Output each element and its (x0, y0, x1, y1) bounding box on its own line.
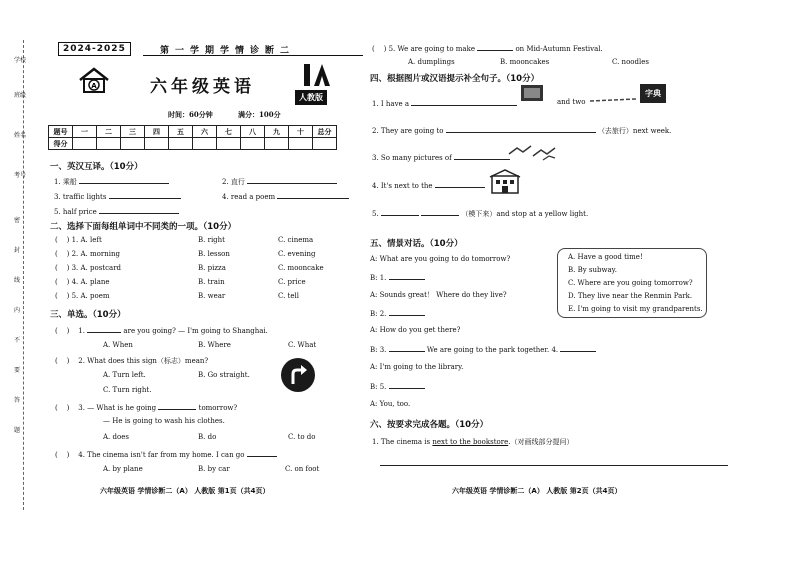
option-b: B. Go straight. (198, 371, 250, 379)
answer-blank[interactable] (389, 308, 425, 316)
score-cell: 三 (121, 126, 145, 138)
sec4-item-1: 1. I have a (372, 98, 517, 108)
dictionary-picture: 字典 (640, 84, 666, 103)
score-label: 满分：100分 (238, 110, 281, 119)
margin-label-4: 密 (14, 217, 21, 224)
section-1-title: 一、英汉互译。（10分） (50, 162, 143, 172)
score-cell: 四 (145, 126, 169, 138)
sec3-q3-line2: — He is going to wash his clothes. (103, 417, 225, 425)
svg-text:A: A (91, 82, 97, 90)
score-cell: 五 (169, 126, 193, 138)
sec4-item-2: 2. They are going to （去旅行）next week. (372, 127, 672, 135)
score-cell: 六 (193, 126, 217, 138)
margin-label-school: 学校 (14, 57, 27, 64)
answer-line[interactable] (380, 465, 728, 466)
answer-blank[interactable] (277, 191, 349, 199)
margin-label-9: 要 (14, 367, 21, 374)
sec4-item-3: 3. So many pictures of (372, 152, 510, 162)
option-b: B. Where (198, 341, 231, 349)
option-a: A. dumplings (408, 58, 455, 66)
answer-blank[interactable] (421, 208, 459, 216)
dialog-line: B: 5. (370, 381, 425, 391)
book-picture-icon (520, 84, 544, 104)
answer-blank[interactable] (435, 180, 485, 188)
score-input-cell[interactable] (121, 138, 145, 150)
section-6-title: 六、按要求完成各题。（10分） (370, 420, 489, 430)
score-cell: 二 (97, 126, 121, 138)
margin-label-number: 考号 (14, 172, 27, 179)
margin-label-name: 姓名 (14, 132, 27, 139)
year-badge: 2024-2025 (58, 42, 131, 56)
margin-label-7: 内 (14, 307, 21, 314)
building-picture-icon (488, 168, 522, 196)
score-input-row (49, 138, 337, 150)
answer-blank[interactable] (389, 272, 425, 280)
answer-blank[interactable] (99, 206, 179, 214)
sec2-row: ( ) 2. A. morning (55, 250, 120, 258)
sec4-item-1-post: and two (557, 98, 586, 106)
option-b: B. train (198, 278, 225, 286)
option-b: B. do (198, 433, 217, 441)
answer-blank[interactable] (446, 125, 596, 133)
sec1-item-2: 2. 直行 (222, 176, 337, 187)
margin-label-6: 线 (14, 277, 21, 284)
score-input-cell[interactable] (73, 138, 97, 150)
score-input-cell[interactable] (145, 138, 169, 150)
sec6-q1: 1. The cinema is next to the bookstore.（对画线部分提问） (372, 438, 574, 446)
sec4-item-5: 5. （模下来）and stop at a yellow light. (372, 210, 589, 218)
dialog-option: C. Where are you going tomorrow? (568, 279, 693, 287)
dialog-line: A: How do you get there? (370, 326, 461, 334)
option-b: B. pizza (198, 264, 226, 272)
answer-blank[interactable] (247, 449, 277, 457)
time-label: 时间：60分钟 (168, 110, 213, 119)
answer-blank[interactable] (411, 98, 517, 106)
edition-badge: 人教版 (295, 90, 327, 105)
score-table (48, 125, 337, 150)
option-a: A. by plane (103, 465, 143, 473)
dialog-line: A: Sounds great！ Where do they live? (370, 291, 507, 299)
header-title: 第一学期学情诊断二 (160, 46, 296, 56)
option-c: C. evening (278, 250, 316, 258)
option-c: C. What (288, 341, 317, 349)
q5: ( ) 5. We are going to make on Mid-Autumn Festival. (372, 45, 603, 53)
sec4-item-4: 4. It's next to the (372, 180, 485, 190)
option-a: A. does (103, 433, 129, 441)
score-input-cell[interactable] (193, 138, 217, 150)
answer-blank[interactable] (79, 176, 169, 184)
answer-blank[interactable] (381, 208, 419, 216)
turn-right-sign-icon (280, 357, 316, 395)
score-cell: 十 (289, 126, 313, 138)
answer-blank[interactable] (389, 344, 425, 352)
sec2-row: ( ) 4. A. plane (55, 278, 110, 286)
option-c: C. Turn right. (103, 386, 152, 394)
sec2-row: ( ) 1. A. left (55, 236, 102, 244)
house-logo-icon (76, 66, 112, 96)
score-input-cell[interactable] (289, 138, 313, 150)
answer-blank[interactable] (247, 176, 337, 184)
score-cell: 一 (73, 126, 97, 138)
sec3-q1: ( ) 1. are you going? — I'm going to Shanghai. (55, 327, 268, 335)
score-cell: 题号 (49, 126, 73, 138)
option-a: A. Turn left. (103, 371, 146, 379)
option-c: C. tell (278, 292, 299, 300)
option-c: C. on foot (285, 465, 320, 473)
option-b: B. right (198, 236, 225, 244)
score-input-cell[interactable] (241, 138, 265, 150)
option-c: C. cinema (278, 236, 314, 244)
score-input-cell[interactable] (217, 138, 241, 150)
sec2-row: ( ) 3. A. postcard (55, 264, 122, 272)
option-b: B. wear (198, 292, 226, 300)
dialog-line: B: 2. (370, 308, 425, 318)
section-5-title: 五、情景对话。（10分） (370, 239, 463, 249)
section-4-title: 四、根据图片或汉语提示补全句子。（10分） (370, 74, 540, 84)
option-c: C. mooncake (278, 264, 324, 272)
header-rule (143, 55, 363, 56)
margin-label-8: 不 (14, 337, 21, 344)
sec1-item-5: 5. half price (54, 206, 179, 216)
answer-blank[interactable] (87, 325, 121, 333)
answer-blank[interactable] (560, 344, 596, 352)
margin-label-class: 班级 (14, 92, 27, 99)
pencils-picture-icon (588, 93, 638, 107)
sec1-item-4: 4. read a poem (222, 191, 349, 201)
score-cell: 八 (241, 126, 265, 138)
section-2-title: 二、选择下面每组单词中不同类的一项。（10分） (50, 222, 237, 232)
left-footer: 六年级英语 学情诊断二（A） 人教版 第1页（共4页） (100, 487, 270, 495)
publisher-logo-icon (300, 60, 332, 92)
main-title: 六年级英语 (150, 77, 255, 97)
dialog-line: A: You, too. (370, 400, 411, 408)
score-input-cell[interactable] (169, 138, 193, 150)
sec3-q4: ( ) 4. The cinema isn't far from my home. I can go (55, 449, 277, 459)
answer-blank[interactable] (477, 43, 513, 51)
dialog-line: A: I'm going to the library. (370, 363, 464, 371)
right-footer: 六年级英语 学情诊断二（A） 人教版 第2页（共4页） (452, 487, 622, 495)
birds-picture-icon (505, 140, 565, 164)
section-3-title: 三、单选。（10分） (50, 310, 126, 320)
option-c: C. noodles (612, 58, 649, 66)
answer-blank[interactable] (389, 381, 425, 389)
answer-blank[interactable] (109, 191, 181, 199)
option-b: B. mooncakes (500, 58, 550, 66)
option-c: C. price (278, 278, 306, 286)
underlined-phrase: next to the bookstore (432, 438, 509, 446)
sec3-q2: ( ) 2. What does this sign（标志）mean? (55, 357, 209, 365)
score-input-cell[interactable] (97, 138, 121, 150)
option-a: A. When (103, 341, 133, 349)
dialog-option: D. They live near the Renmin Park. (568, 292, 693, 300)
score-header-row (49, 126, 337, 138)
sec2-row: ( ) 5. A. poem (55, 292, 110, 300)
score-cell: 总分 (313, 126, 337, 138)
answer-blank[interactable] (158, 402, 196, 410)
dialog-line: B: 1. (370, 272, 425, 282)
sec1-item-1: 1. 乘船 (54, 176, 169, 187)
sec3-q3: ( ) 3. — What is he going tomorrow? (55, 404, 238, 412)
score-row-label: 得分 (49, 138, 73, 150)
score-cell: 九 (265, 126, 289, 138)
margin-label-10: 答 (14, 397, 21, 404)
score-input-cell[interactable] (313, 138, 337, 150)
dialog-line: B: 3. We are going to the park together. 4. (370, 344, 596, 354)
option-b: B. lesson (198, 250, 230, 258)
dialog-option: E. I'm going to visit my grandparents. (568, 305, 703, 313)
sec1-item-3: 3. traffic lights (54, 191, 181, 201)
option-c: C. to do (288, 433, 316, 441)
binding-line (23, 40, 24, 510)
dialog-option: B. By subway. (568, 266, 617, 274)
dialog-line: A: What are you going to do tomorrow? (370, 255, 511, 263)
score-input-cell[interactable] (265, 138, 289, 150)
score-cell: 七 (217, 126, 241, 138)
margin-label-5: 封 (14, 247, 21, 254)
answer-blank[interactable] (454, 152, 510, 160)
dialog-option: A. Have a good time! (568, 253, 643, 261)
margin-label-11: 题 (14, 427, 21, 434)
option-b: B. by car (198, 465, 230, 473)
